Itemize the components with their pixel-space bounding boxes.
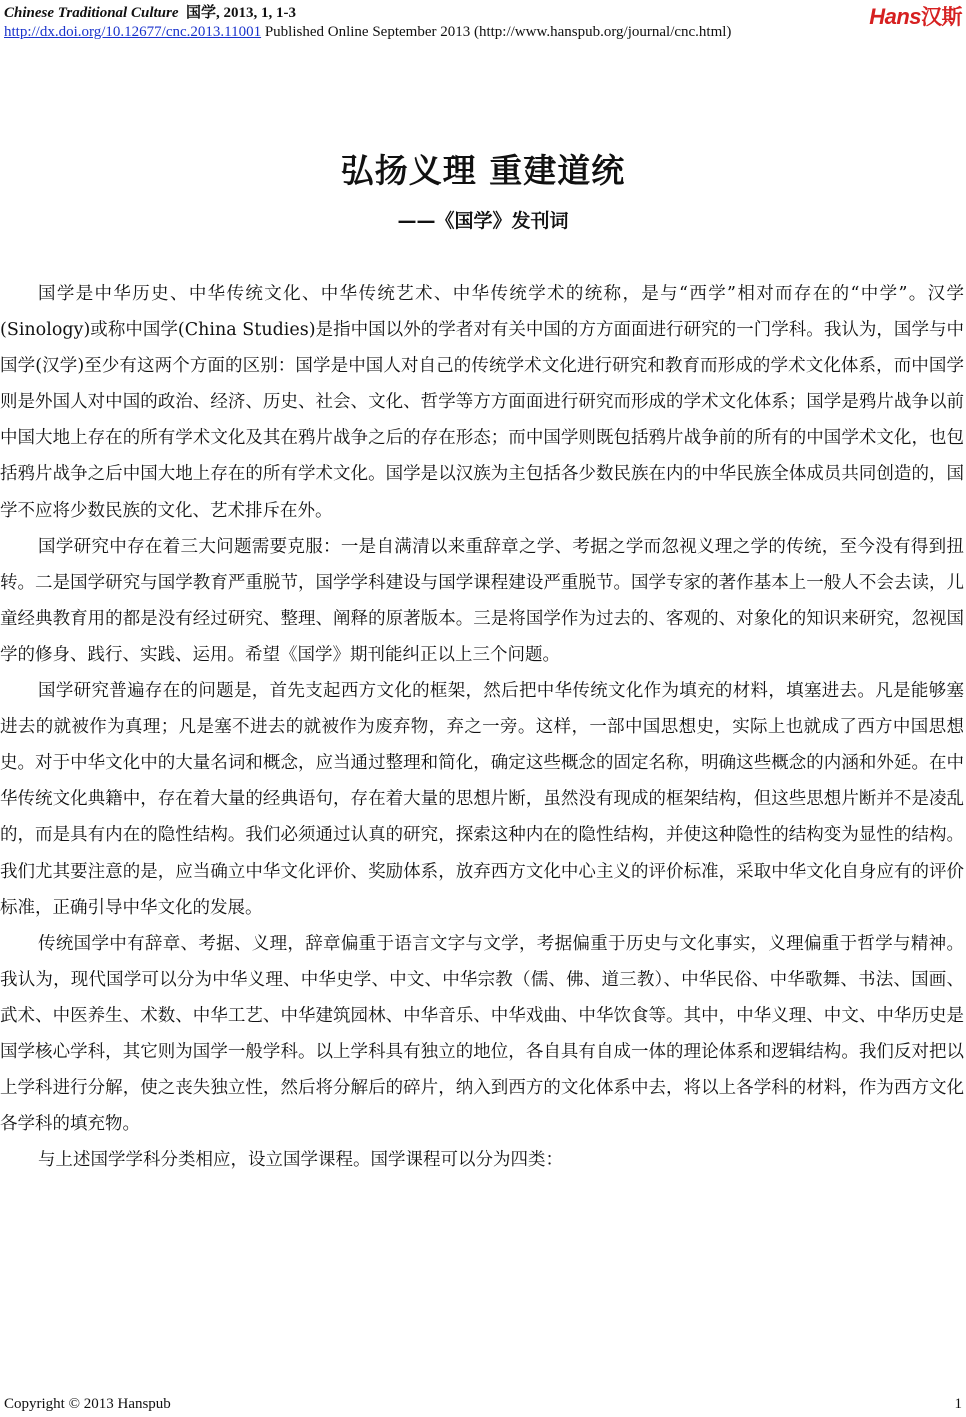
hanspub-logo — [869, 1, 962, 31]
journal-name: Chinese Traditional Culture — [4, 5, 179, 21]
article-body — [0, 276, 964, 1178]
article-title: 弘扬义理 重建道统 — [340, 151, 626, 190]
body-paragraph: 国学研究普遍存在的问题是，首先支起西方文化的框架，然后把中华传统文化作为填充的材料，填塞进去。凡是能够塞进去的就被作为真理；凡是塞不进去的就被作为废弃物，弃之一旁。这样，一部中国思想史，实际上也就成了西方中国思想史。对于中华文化中的大量名词和概念，应当通过整理和简化，确定这些概念的固定名称，明确这些概念的内涵和外延。在中华传统文化典籍中，存在着大量的经典语句，存在着大量的思想片断，虽然没有现成的框架结构，但这些思想片断并不是凌乱的，而是具有内在的隐性结构。我们必须通过认真的研究，探索这种内在的隐性结构，并使这种隐性的结构变为显性的结构。我们尤其要注意的是，应当确立中华文化评价、奖励体系，放弃西方文化中心主义的评价标准，采取中华文化自身应有的评价标准，正确引导中华文化的发展。 — [0, 681, 964, 918]
logo-latin: Hans — [869, 4, 921, 29]
journal-issue: 国学, 2013, 1, 1-3 — [186, 5, 296, 21]
body-paragraph: 传统国学中有辞章、考据、义理，辞章偏重于语言文字与文学，考据偏重于历史与文化事实，义理偏重于哲学与精神。我认为，现代国学可以分为中华义理、中华史学、中文、中华宗教（儒、佛、道三教）、中华民俗、中华歌舞、书法、国画、武术、中医养生、术数、中华工艺、中华建筑园林、中华音乐、中华戏曲、中华饮食等。其中，中华义理、中文、中华历史是国学核心学科，其它则为国学一般学科。以上学科具有独立的地位，各自具有自成一体的理论体系和逻辑结构。我们反对把以上学科进行分解，使之丧失独立性，然后将分解后的碎片，纳入到西方的文化体系中去，将以上各学科的材料，作为西方文化各学科的填充物。 — [0, 933, 964, 1135]
article-subtitle: ——《国学》发刊词 — [397, 210, 569, 232]
page-header — [0, 0, 966, 52]
body-paragraph: 国学是中华历史、中华传统文化、中华传统艺术、中华传统学术的统称，是与“西学”相对而存在的“中学”。汉学(Sinology)或称中国学(China Studies)是指中国以外的学者对有关中国的方方面面进行研究的一门学科。我认为，国学与中国学(汉学)至少有这两个方面的区别：国学是中国人对自己的传统学术文化进行研究和教育而形成的学术文化体系，而中国学则是外国人对中国的政治、经济、历史、社会、文化、哲学等方方面面进行研究而形成的学术文化体系；国学是鸦片战争以前中国大地上存在的所有学术文化及其在鸦片战争之后的存在形态；而中国学则既包括鸦片战争前的所有的中国学术文化，也包括鸦片战争之后中国大地上存在的所有学术文化。国学是以汉族为主包括各少数民族在内的中华民族全体成员共同创造的，国学不应将少数民族的文化、艺术排斥在外。 — [0, 284, 964, 521]
body-paragraph: 国学研究中存在着三大问题需要克服：一是自满清以来重辞章之学、考据之学而忽视义理之学的传统，至今没有得到扭转。二是国学研究与国学教育严重脱节，国学学科建设与国学课程建设严重脱节。国学专家的著作基本上一般人不会去读，儿童经典教育用的都是没有经过研究、整理、阐释的原著版本。三是将国学作为过去的、客观的、对象化的知识来研究，忽视国学的修身、践行、实践、运用。希望《国学》期刊能纠正以上三个问题。 — [0, 536, 964, 665]
doi-line — [4, 24, 731, 41]
logo-chinese: 汉斯 — [921, 6, 962, 29]
doi-link[interactable]: http://dx.doi.org/10.12677/cnc.2013.11001 — [4, 24, 262, 40]
journal-citation — [4, 1, 296, 22]
copyright-notice: Copyright © 2013 Hanspub — [4, 1396, 171, 1412]
page-number: 1 — [954, 1396, 962, 1412]
published-online-text: Published Online September 2013 (http://www.hanspub.org/journal/cnc.html) — [261, 24, 732, 40]
body-paragraph: 与上述国学学科分类相应，设立国学课程。国学课程可以分为四类： — [38, 1150, 563, 1171]
